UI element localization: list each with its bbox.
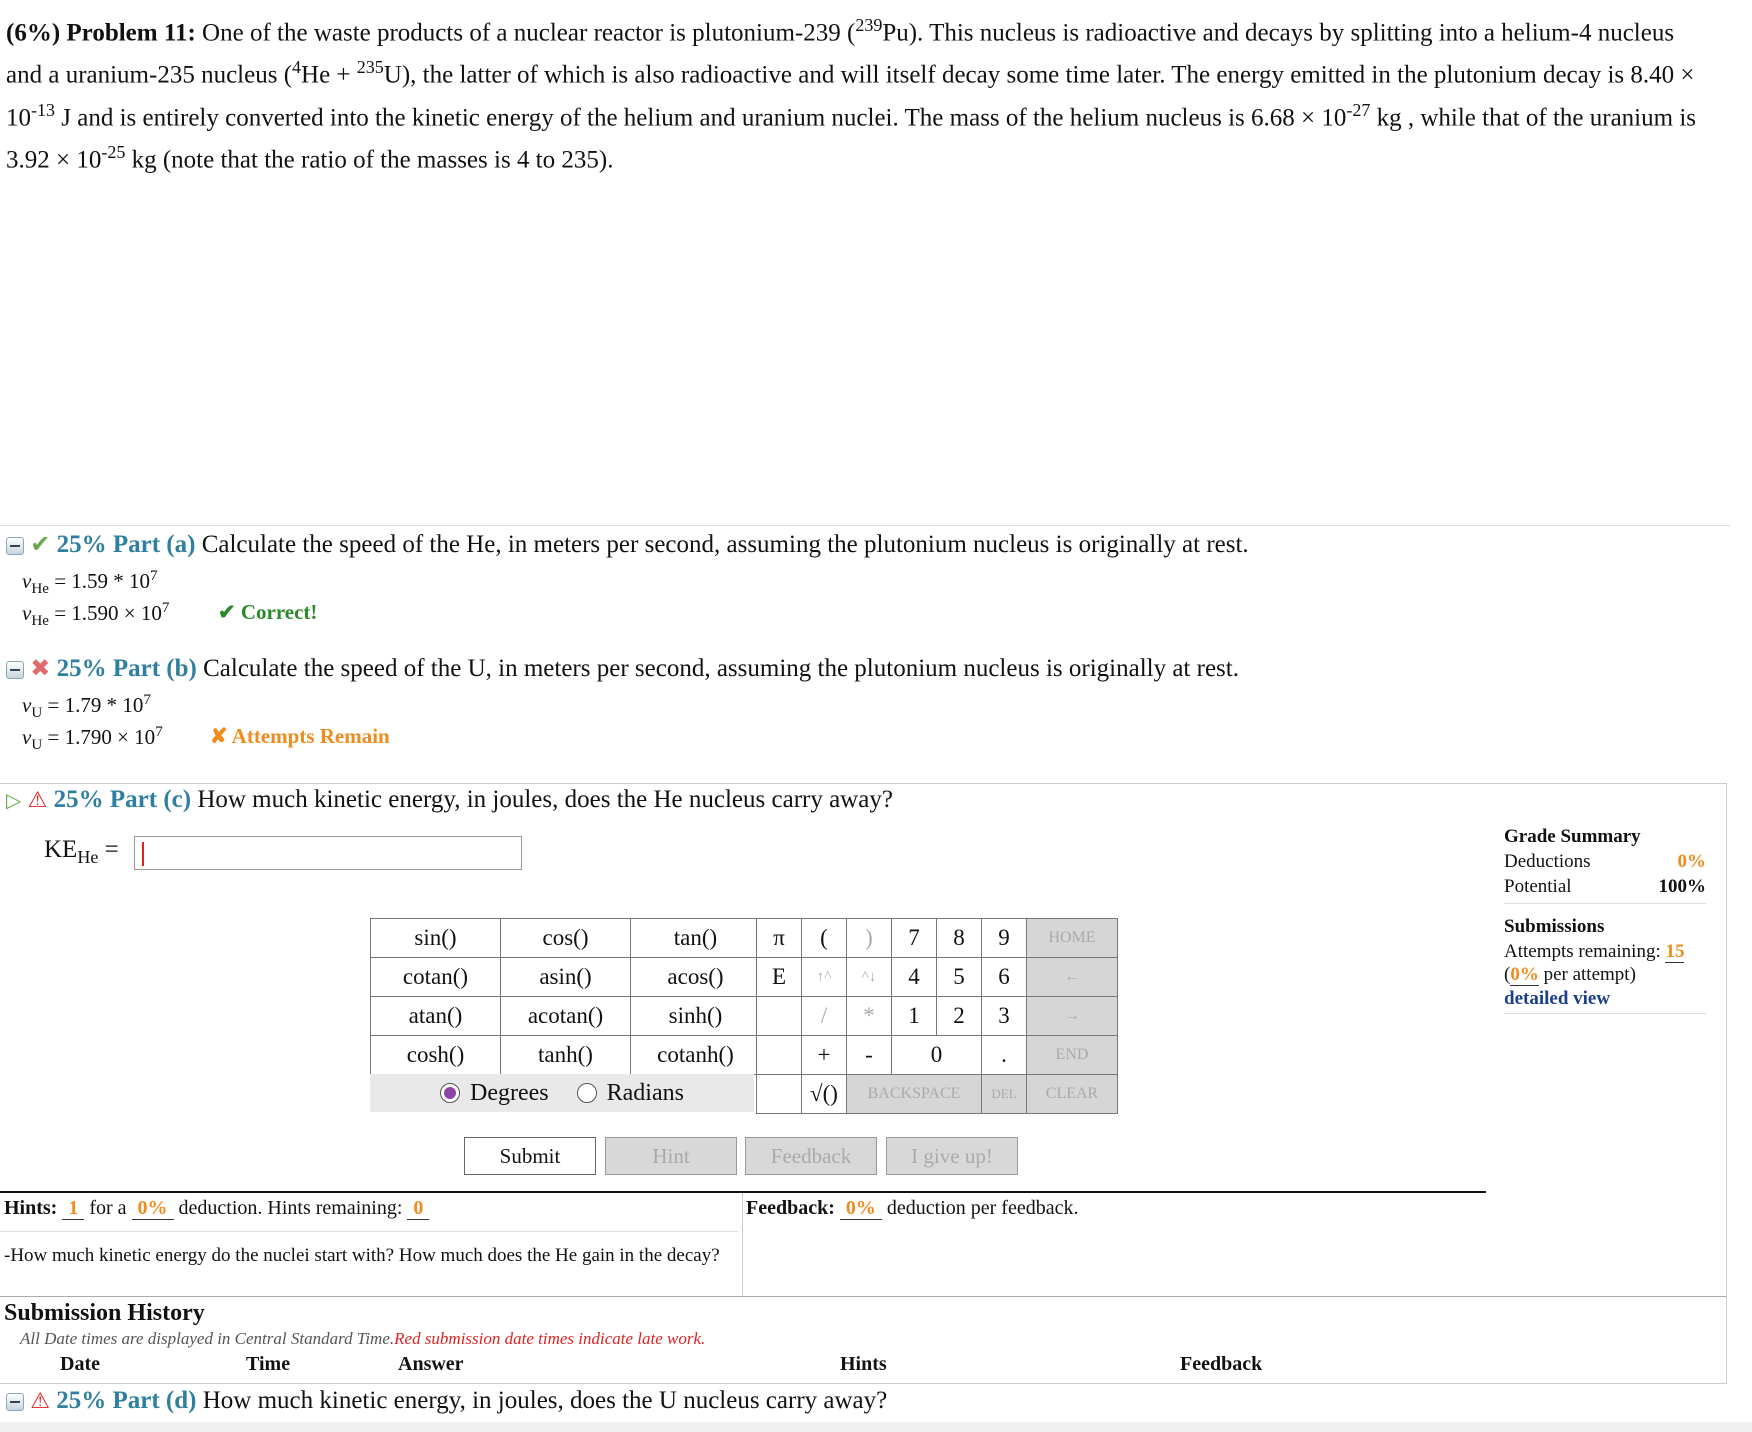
key-5[interactable]: 5	[937, 958, 982, 997]
attempts-value: 15	[1665, 941, 1685, 962]
key-2[interactable]: 2	[937, 997, 982, 1036]
per-attempt-deduction	[1504, 964, 1706, 986]
var-subscript: U	[31, 737, 43, 754]
grade-summary-title: Grade Summary	[1504, 826, 1641, 847]
he-mass-exponent: -27	[1346, 99, 1371, 120]
key-8[interactable]: 8	[937, 919, 982, 958]
keypad	[756, 918, 1118, 1114]
divider	[0, 1296, 1726, 1297]
part-c-variable	[44, 836, 119, 868]
text-caret	[142, 842, 144, 866]
var-subscript: He	[77, 847, 99, 867]
per-attempt-value: 0%	[1510, 964, 1539, 985]
history-note	[20, 1329, 705, 1349]
checkmark-icon: ✔	[30, 532, 51, 558]
part-a-status: ✔ Correct!	[218, 600, 318, 624]
part-a-question: Calculate the speed of the He, in meters per second, assuming the plutonium nucleus is originally at rest.	[201, 531, 1249, 558]
col-time: Time	[246, 1353, 291, 1375]
key-e[interactable]: E	[757, 958, 802, 997]
grade-summary	[1504, 824, 1706, 1014]
problem-text: One of the waste products of a nuclear reactor is plutonium-239 (	[202, 19, 856, 47]
key-dot[interactable]: .	[982, 1036, 1027, 1075]
key-4[interactable]: 4	[892, 958, 937, 997]
key-caret-down[interactable]: ^↓	[847, 958, 892, 997]
part-b-entered-answer	[22, 692, 151, 722]
key-blank	[757, 1036, 802, 1075]
part-b-status: ✘ Attempts Remain	[210, 724, 390, 748]
hints-label: Hints:	[4, 1197, 58, 1219]
func-acos[interactable]: acos()	[631, 958, 761, 997]
func-tanh[interactable]: tanh()	[501, 1036, 631, 1075]
pu-mass-number: 239	[855, 15, 883, 35]
attempts-remaining	[1504, 939, 1706, 964]
deductions-value: 0%	[1677, 851, 1706, 872]
footer-strip	[0, 1422, 1752, 1432]
entered-value: = 1.79 * 10	[42, 693, 144, 717]
part-a-entered-answer	[22, 568, 158, 598]
function-pad	[370, 918, 761, 1075]
part-b-header	[6, 654, 1239, 683]
func-acotan[interactable]: acotan()	[501, 997, 631, 1036]
potential-label: Potential	[1504, 876, 1572, 897]
divider	[0, 525, 1730, 526]
key-right-arrow[interactable]: →	[1027, 997, 1118, 1036]
key-up-caret[interactable]: ↑^	[802, 958, 847, 997]
he-mass-number: 4	[292, 57, 302, 78]
problem-text: He +	[301, 61, 357, 89]
key-backspace[interactable]: BACKSPACE	[847, 1075, 982, 1114]
history-note-text: All Date times are displayed in Central Standard Time.	[20, 1329, 395, 1348]
key-6[interactable]: 6	[982, 958, 1027, 997]
problem-weight: (6%)	[6, 19, 61, 47]
part-c-question: How much kinetic energy, in joules, does the He nucleus carry away?	[197, 786, 893, 813]
exponent: 7	[143, 692, 151, 708]
var-symbol: v	[22, 693, 32, 717]
key-multiply[interactable]: *	[847, 997, 892, 1036]
col-feedback: Feedback	[1180, 1353, 1263, 1375]
equals-sign: =	[98, 836, 119, 863]
u-mass-number: 235	[356, 57, 384, 78]
hints-count: 1	[62, 1197, 84, 1220]
func-cos[interactable]: cos()	[501, 919, 631, 958]
divider	[742, 1193, 743, 1297]
var-symbol: v	[22, 725, 32, 749]
func-atan[interactable]: atan()	[371, 997, 501, 1036]
warning-icon: ⚠	[30, 1388, 50, 1413]
collapse-icon[interactable]	[6, 661, 24, 679]
part-d-header	[6, 1387, 887, 1415]
detailed-view-link[interactable]: detailed view	[1504, 986, 1706, 1014]
feedback-deduction: 0%	[840, 1197, 882, 1220]
angle-mode-selector	[370, 1074, 754, 1112]
answer-input[interactable]	[134, 836, 522, 870]
key-left-arrow[interactable]: ←	[1027, 958, 1118, 997]
key-sqrt[interactable]: √()	[802, 1075, 847, 1114]
var-subscript: U	[31, 705, 43, 722]
problem-text: kg , while that of the uranium is 3.92 × 10	[6, 103, 1696, 174]
key-blank	[757, 1075, 802, 1114]
exponent: 7	[161, 600, 170, 616]
x-mark-icon: ✖	[30, 656, 51, 682]
submit-button[interactable]: Submit	[464, 1137, 596, 1175]
part-a-header	[6, 530, 1249, 559]
exponent: 7	[150, 568, 158, 584]
func-sin[interactable]: sin()	[371, 919, 501, 958]
potential-row	[1504, 874, 1706, 904]
per-attempt-text: per attempt)	[1538, 964, 1636, 985]
warning-icon: ⚠	[27, 787, 48, 812]
var-symbol: KE	[44, 836, 78, 863]
radians-label: Radians	[606, 1079, 684, 1106]
potential-value: 100%	[1658, 876, 1706, 897]
degrees-label: Degrees	[470, 1079, 549, 1106]
func-cotan[interactable]: cotan()	[371, 958, 501, 997]
submissions-title: Submissions	[1504, 916, 1605, 937]
key-plus[interactable]: +	[802, 1036, 847, 1075]
energy-exponent: -13	[31, 99, 55, 120]
deductions-row	[1504, 849, 1706, 874]
submission-history-title: Submission History	[4, 1300, 205, 1326]
func-asin[interactable]: asin()	[501, 958, 631, 997]
key-minus[interactable]: -	[847, 1036, 892, 1075]
problem-text: J and is entirely converted into the kinetic energy of the helium and uranium nuclei. The mass of the helium nucleus is 6.68 × 10	[55, 103, 1347, 131]
formatted-value: = 1.590 × 10	[48, 601, 162, 625]
feedback-text: deduction per feedback.	[886, 1197, 1079, 1219]
deductions-label: Deductions	[1504, 851, 1591, 872]
give-up-button[interactable]: I give up!	[886, 1137, 1018, 1175]
problem-text: Pu). This nucleus is radioactive and decays by splitting into a helium-4 nucleus and a uranium-235 nucleus (	[6, 19, 1675, 89]
problem-number: Problem 11:	[66, 19, 196, 47]
func-cosh[interactable]: cosh()	[371, 1036, 501, 1075]
func-cotanh[interactable]: cotanh()	[631, 1036, 761, 1075]
divider	[0, 1383, 1726, 1384]
problem-statement	[6, 8, 1706, 177]
key-clear[interactable]: CLEAR	[1027, 1075, 1118, 1114]
func-tan[interactable]: tan()	[631, 919, 761, 958]
collapse-icon[interactable]	[6, 537, 24, 555]
key-rparen[interactable]: )	[847, 919, 892, 958]
key-end[interactable]: END	[1027, 1036, 1118, 1075]
exponent: 7	[155, 724, 163, 740]
per-attempt-paren: (	[1504, 964, 1511, 985]
key-home[interactable]: HOME	[1027, 919, 1118, 958]
degrees-radio[interactable]	[440, 1083, 460, 1103]
feedback-button[interactable]: Feedback	[745, 1137, 877, 1175]
part-b-question: Calculate the speed of the U, in meters per second, assuming the plutonium nucleus is originally at rest.	[203, 655, 1239, 682]
hints-summary	[4, 1197, 429, 1220]
key-0[interactable]: 0	[892, 1036, 982, 1075]
hint-button[interactable]: Hint	[605, 1137, 737, 1175]
divider	[0, 1191, 1486, 1193]
func-sinh[interactable]: sinh()	[631, 997, 761, 1036]
hints-deduction: 0%	[132, 1197, 174, 1220]
key-1[interactable]: 1	[892, 997, 937, 1036]
u-mass-exponent: -25	[101, 141, 126, 162]
attempts-label: Attempts remaining:	[1504, 941, 1661, 962]
entered-value: = 1.59 * 10	[48, 569, 151, 593]
feedback-label: Feedback:	[746, 1197, 835, 1219]
radians-radio[interactable]	[577, 1083, 597, 1103]
key-3[interactable]: 3	[982, 997, 1027, 1036]
hint-text: -How much kinetic energy do the nuclei start with? How much does the He gain in the decay?	[4, 1245, 720, 1266]
collapse-icon[interactable]	[6, 1393, 24, 1411]
var-subscript: He	[31, 613, 49, 630]
col-hints: Hints	[840, 1353, 887, 1375]
var-symbol: v	[22, 569, 32, 593]
key-7[interactable]: 7	[892, 919, 937, 958]
key-9[interactable]: 9	[982, 919, 1027, 958]
key-divide[interactable]: /	[802, 997, 847, 1036]
var-symbol: v	[22, 601, 32, 625]
key-pi[interactable]: π	[757, 919, 802, 958]
key-del[interactable]: DEL	[982, 1075, 1027, 1114]
problem-text: U), the latter of which is also radioactive and will itself decay some time later. The energy emitted in the plutonium decay is 8.40 × 10	[6, 61, 1695, 131]
hints-deduction-text: deduction. Hints remaining:	[178, 1197, 403, 1219]
part-d-label: 25% Part (d)	[56, 1387, 197, 1414]
formatted-value: = 1.790 × 10	[42, 725, 156, 749]
feedback-summary	[746, 1197, 1078, 1220]
key-blank	[757, 997, 802, 1036]
part-d-question: How much kinetic energy, in joules, does the U nucleus carry away?	[202, 1387, 888, 1414]
part-a-label: 25% Part (a)	[56, 531, 196, 558]
part-a-formatted-answer	[22, 600, 169, 630]
part-c-header	[6, 786, 893, 814]
part-b-label: 25% Part (b)	[56, 655, 197, 682]
part-b-formatted-answer	[22, 724, 163, 754]
play-triangle-icon[interactable]: ▷	[6, 790, 22, 812]
key-lparen[interactable]: (	[802, 919, 847, 958]
history-note-red: Red submission date times indicate late work.	[394, 1329, 706, 1348]
hints-for-a: for a	[89, 1197, 127, 1219]
col-answer: Answer	[398, 1353, 464, 1375]
part-c-label: 25% Part (c)	[53, 786, 192, 813]
divider	[0, 1231, 738, 1232]
hints-remaining: 0	[407, 1197, 429, 1220]
problem-text: kg (note that the ratio of the masses is 4 to 235).	[125, 146, 614, 174]
col-date: Date	[60, 1353, 100, 1375]
var-subscript: He	[31, 581, 49, 598]
